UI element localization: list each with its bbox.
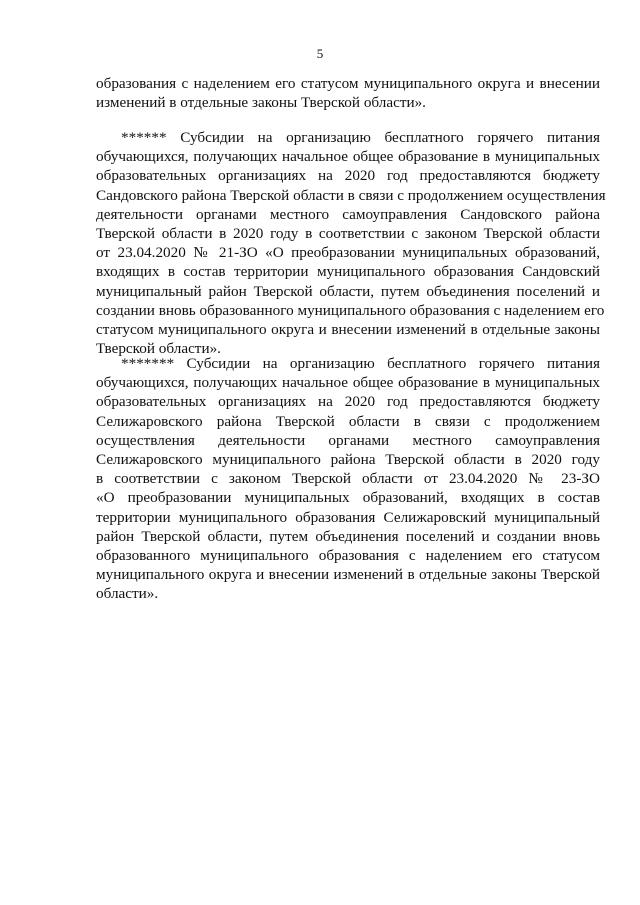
paragraph-line: деятельности органами местного самоуправления Сандовского района bbox=[96, 205, 600, 223]
paragraph-line: в соответствии с законом Тверской области от 23.04.2020 № 23-ЗО bbox=[96, 470, 600, 488]
paragraph-line: области». bbox=[96, 585, 159, 603]
paragraph-line: входящих в состав территории муниципального образования Сандовский bbox=[96, 263, 600, 281]
paragraph-continuation bbox=[96, 74, 600, 112]
paragraph-line: Тверской области». bbox=[96, 340, 221, 358]
paragraph-footnote-sandovsky bbox=[96, 128, 606, 358]
paragraph-line: район Тверской области, путем объединения поселений и создании вновь bbox=[96, 527, 600, 545]
paragraph-line: Селижаровского муниципального района Тверской области в 2020 году bbox=[96, 450, 600, 468]
paragraph-line: изменений в отдельные законы Тверской области». bbox=[96, 94, 426, 112]
paragraph-line: «О преобразовании муниципальных образований, входящих в состав bbox=[96, 489, 600, 507]
paragraph-line: Тверской области в 2020 году в соответствии с законом Тверской области bbox=[96, 224, 600, 242]
paragraph-line: муниципальный район Тверской области, путем объединения поселений и bbox=[96, 282, 600, 300]
paragraph-line: Сандовского района Тверской области в связи с продолжением осуществления bbox=[96, 186, 606, 204]
paragraph-line: территории муниципального образования Селижаровский муниципальный bbox=[96, 508, 600, 526]
paragraph-line: образовательных организациях на 2020 год предоставляются бюджету bbox=[96, 393, 600, 411]
paragraph-line: муниципального округа и внесении изменений в отдельные законы Тверской bbox=[96, 566, 600, 584]
page-number: 5 bbox=[316, 46, 324, 61]
paragraph-line: от 23.04.2020 № 21-ЗО «О преобразовании муниципальных образований, bbox=[96, 244, 600, 262]
paragraph-line: ****** Субсидии на организацию бесплатного горячего питания bbox=[121, 129, 600, 146]
paragraph-line: образования с наделением его статусом муниципального округа и внесении bbox=[96, 75, 600, 92]
paragraph-footnote-selizharovsky bbox=[96, 354, 600, 603]
paragraph-line: статусом муниципального округа и внесении изменений в отдельные законы bbox=[96, 320, 600, 338]
paragraph-line: образованного муниципального образования с наделением его статусом bbox=[96, 546, 600, 564]
paragraph-line: ******* Субсидии на организацию бесплатного горячего питания bbox=[121, 355, 600, 372]
paragraph-line: создании вновь образованного муниципального образования с наделением его bbox=[96, 301, 605, 319]
paragraph-line: осуществления деятельности органами местного самоуправления bbox=[96, 431, 600, 449]
paragraph-line: образовательных организациях на 2020 год предоставляются бюджету bbox=[96, 167, 600, 185]
paragraph-line: обучающихся, получающих начальное общее образование в муниципальных bbox=[96, 148, 600, 166]
paragraph-line: Селижаровского района Тверской области в связи с продолжением bbox=[96, 412, 600, 430]
paragraph-line: обучающихся, получающих начальное общее образование в муниципальных bbox=[96, 374, 600, 392]
